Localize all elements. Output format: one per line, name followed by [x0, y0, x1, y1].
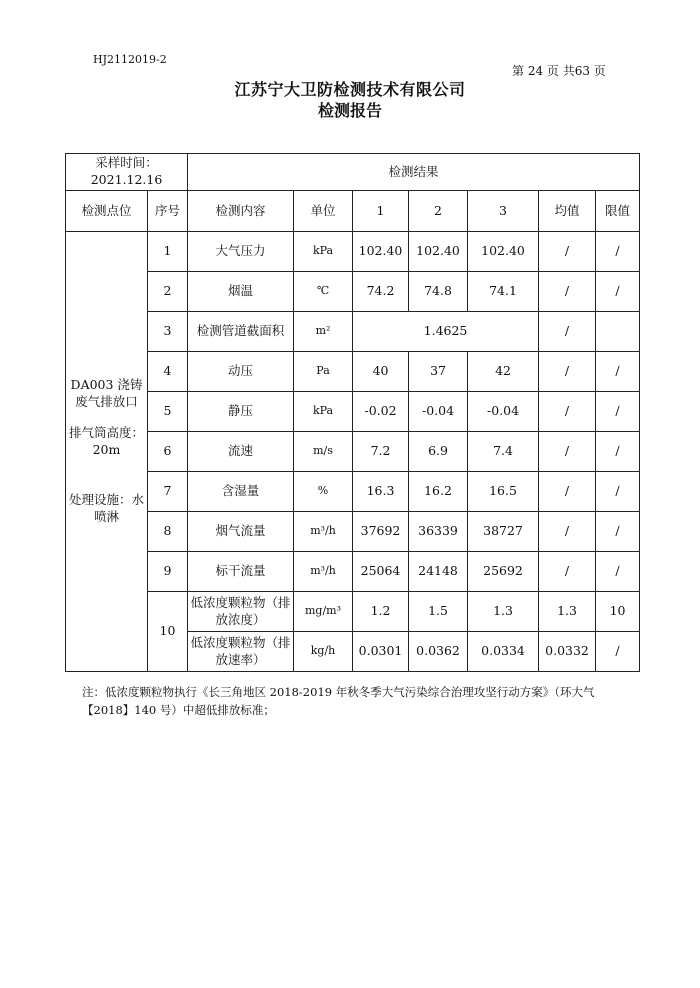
avg-cell: / — [539, 232, 596, 272]
footnote: 注：低浓度颗粒物执行《长三角地区 2018-2019 年秋冬季大气污染综合治理攻坚行动方案》（环大气【2018】140 号）中超低排放标准； — [82, 685, 595, 718]
value-cell: 7.2 — [353, 432, 409, 472]
sampling-time-label: 采样时间： — [95, 155, 158, 171]
value-cell: 102.40 — [409, 232, 468, 272]
table-row — [66, 552, 640, 592]
table-row — [66, 432, 640, 472]
seq-cell: 2 — [148, 272, 188, 312]
value-cell: 0.0334 — [468, 632, 539, 672]
stack-height: 排气筒高度：20m — [68, 424, 144, 457]
unit-cell: m/s — [294, 432, 353, 472]
limit-cell: / — [596, 272, 640, 312]
unit-cell: m³/h — [294, 512, 353, 552]
value-cell: 42 — [468, 352, 539, 392]
seq-cell: 6 — [148, 432, 188, 472]
value-cell: -0.04 — [468, 392, 539, 432]
limit-cell: / — [596, 632, 640, 672]
avg-cell: / — [539, 512, 596, 552]
treatment-facility: 处理设施：水喷淋 — [68, 492, 144, 525]
item-cell: 大气压力 — [188, 232, 294, 272]
seq-cell: 7 — [148, 472, 188, 512]
col-header-limit: 限值 — [596, 191, 640, 232]
document-code: HJ2112019-2 — [93, 53, 167, 66]
page-number: 第 24 页 共63 页 — [512, 64, 606, 78]
value-cell: 1.2 — [353, 592, 409, 632]
value-cell: 0.0301 — [353, 632, 409, 672]
point-name: DA003 浇铸废气排放口 — [70, 376, 143, 409]
unit-cell: m² — [294, 312, 353, 352]
item-cell: 低浓度颗粒物（排放速率） — [188, 632, 294, 672]
limit-cell: / — [596, 392, 640, 432]
avg-cell: / — [539, 312, 596, 352]
table-row — [66, 312, 640, 352]
value-cell: 7.4 — [468, 432, 539, 472]
value-cell: 74.1 — [468, 272, 539, 312]
monitoring-point-cell — [66, 232, 148, 672]
value-cell: 16.5 — [468, 472, 539, 512]
limit-cell: / — [596, 472, 640, 512]
unit-cell: % — [294, 472, 353, 512]
col-header-unit: 单位 — [294, 191, 353, 232]
sampling-time-cell — [66, 154, 188, 191]
table-row — [66, 272, 640, 312]
company-name: 江苏宁大卫防检测技术有限公司 — [234, 80, 466, 99]
value-cell: 38727 — [468, 512, 539, 552]
table-row — [66, 592, 640, 632]
item-cell: 烟温 — [188, 272, 294, 312]
limit-cell: / — [596, 552, 640, 592]
col-header-item: 检测内容 — [188, 191, 294, 232]
avg-cell: / — [539, 392, 596, 432]
item-cell: 标干流量 — [188, 552, 294, 592]
table-row — [66, 392, 640, 432]
value-cell: 40 — [353, 352, 409, 392]
item-cell: 含湿量 — [188, 472, 294, 512]
value-cell: 102.40 — [353, 232, 409, 272]
limit-cell: / — [596, 232, 640, 272]
col-header-avg: 均值 — [539, 191, 596, 232]
limit-cell — [596, 312, 640, 352]
report-title: 检测报告 — [317, 101, 382, 120]
seq-cell: 9 — [148, 552, 188, 592]
limit-cell: / — [596, 352, 640, 392]
table-row — [66, 352, 640, 392]
limit-cell: / — [596, 512, 640, 552]
unit-cell: m³/h — [294, 552, 353, 592]
results-header: 检测结果 — [188, 154, 640, 191]
value-cell: 37 — [409, 352, 468, 392]
item-cell: 检测管道截面积 — [188, 312, 294, 352]
value-cell: 1.3 — [468, 592, 539, 632]
value-cell: -0.02 — [353, 392, 409, 432]
unit-cell: Pa — [294, 352, 353, 392]
table-row — [66, 232, 640, 272]
col-header-run2: 2 — [409, 191, 468, 232]
value-cell: 74.8 — [409, 272, 468, 312]
value-cell: 25064 — [353, 552, 409, 592]
col-header-seq: 序号 — [148, 191, 188, 232]
item-cell: 动压 — [188, 352, 294, 392]
value-cell: 74.2 — [353, 272, 409, 312]
col-header-run1: 1 — [353, 191, 409, 232]
item-cell: 低浓度颗粒物（排放浓度） — [188, 592, 294, 632]
limit-cell: 10 — [596, 592, 640, 632]
sampling-date: 2021.12.16 — [90, 172, 163, 187]
avg-cell: 1.3 — [539, 592, 596, 632]
value-cell: 16.3 — [353, 472, 409, 512]
seq-cell: 1 — [148, 232, 188, 272]
col-header-point: 检测点位 — [66, 191, 148, 232]
results-table — [65, 153, 640, 672]
avg-cell: / — [539, 432, 596, 472]
value-cell: 25692 — [468, 552, 539, 592]
unit-cell: kg/h — [294, 632, 353, 672]
table-row — [66, 472, 640, 512]
item-cell: 静压 — [188, 392, 294, 432]
seq-cell: 10 — [148, 592, 188, 672]
avg-cell: / — [539, 552, 596, 592]
value-cell: 1.5 — [409, 592, 468, 632]
item-cell: 烟气流量 — [188, 512, 294, 552]
seq-cell: 5 — [148, 392, 188, 432]
value-cell: 0.0362 — [409, 632, 468, 672]
value-cell: 37692 — [353, 512, 409, 552]
value-cell: -0.04 — [409, 392, 468, 432]
col-header-run3: 3 — [468, 191, 539, 232]
merged-value-cell: 1.4625 — [353, 312, 539, 352]
table-row — [66, 512, 640, 552]
seq-cell: 3 — [148, 312, 188, 352]
unit-cell: kPa — [294, 392, 353, 432]
avg-cell: / — [539, 352, 596, 392]
value-cell: 6.9 — [409, 432, 468, 472]
value-cell: 36339 — [409, 512, 468, 552]
seq-cell: 8 — [148, 512, 188, 552]
item-cell: 流速 — [188, 432, 294, 472]
unit-cell: ℃ — [294, 272, 353, 312]
seq-cell: 4 — [148, 352, 188, 392]
avg-cell: / — [539, 472, 596, 512]
avg-cell: / — [539, 272, 596, 312]
limit-cell: / — [596, 432, 640, 472]
value-cell: 102.40 — [468, 232, 539, 272]
unit-cell: mg/m³ — [294, 592, 353, 632]
value-cell: 24148 — [409, 552, 468, 592]
avg-cell: 0.0332 — [539, 632, 596, 672]
unit-cell: kPa — [294, 232, 353, 272]
value-cell: 16.2 — [409, 472, 468, 512]
